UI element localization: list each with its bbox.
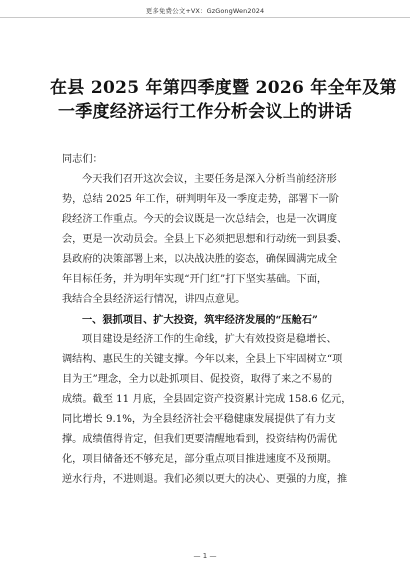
greeting — [62, 150, 352, 170]
paragraph-line: 化，项目储备还不够充足，部分重点项目推进速度不及预期。 — [62, 454, 338, 465]
paragraph-line: 同比增长 9.1%，为全县经济社会平稳健康发展提供了有力支 — [62, 414, 336, 425]
paragraph-line: 年目标任务，并为明年实现“开门红”打下坚实基础。下面， — [62, 274, 328, 285]
paragraph-line: 调结构、惠民生的关键支撑。今年以来，全县上下牢固树立“项 — [62, 354, 343, 365]
paragraph-line: 逆水行舟，不进则退。我们必须以更大的决心、更强的力度，推 — [62, 474, 348, 485]
paragraph-line: 我结合全县经济运行情况，讲四点意见。 — [62, 294, 246, 305]
paragraph-line: 段经济工作重点。今天的会议既是一次总结会，也是一次调度 — [62, 214, 338, 225]
paragraph-line: 会，更是一次动员会。全县上下必须把思想和行动统一到县委、 — [62, 234, 348, 245]
paragraph-line: 目为王”理念，全力以赴抓项目、促投资，取得了来之不易的 — [62, 374, 333, 385]
paragraph-line: 今天我们召开这次会议，主要任务是深入分析当前经济形 — [82, 174, 337, 185]
section-heading — [62, 310, 352, 330]
paragraph-line: 项目建设是经济工作的生命线，扩大有效投资是稳增长、 — [82, 334, 337, 345]
greeting-text: 同志们： — [62, 154, 103, 165]
section-heading-text: 一、狠抓项目、扩大投资，筑牢经济发展的“压舱石” — [82, 314, 318, 326]
paragraph-line: 势，总结 2025 年工作，研判明年及一季度走势，部署下一阶 — [62, 194, 339, 205]
document-title — [50, 76, 397, 124]
paragraph-line: 撑。成绩值得肯定，但我们更要清醒地看到，投资结构仍需优 — [62, 434, 338, 445]
header-divider — [0, 17, 410, 18]
title-line-2: 一季度经济运行工作分析会议上的讲话 — [57, 102, 353, 122]
page-number: — 1 — — [193, 552, 217, 560]
intro-paragraph — [62, 170, 352, 310]
title-line-1: 在县 2025 年第四季度暨 2026 年全年及第 — [50, 78, 397, 98]
section-paragraph — [62, 330, 352, 490]
header-note: 更多免费公文+VX：GzGongWen2024 — [145, 7, 265, 15]
paragraph-line: 县政府的决策部署上来，以决战决胜的姿态，确保圆满完成全 — [62, 254, 338, 265]
paragraph-line: 成绩。截至 11 月底，全县固定资产投资累计完成 158.6 亿元， — [62, 394, 352, 405]
